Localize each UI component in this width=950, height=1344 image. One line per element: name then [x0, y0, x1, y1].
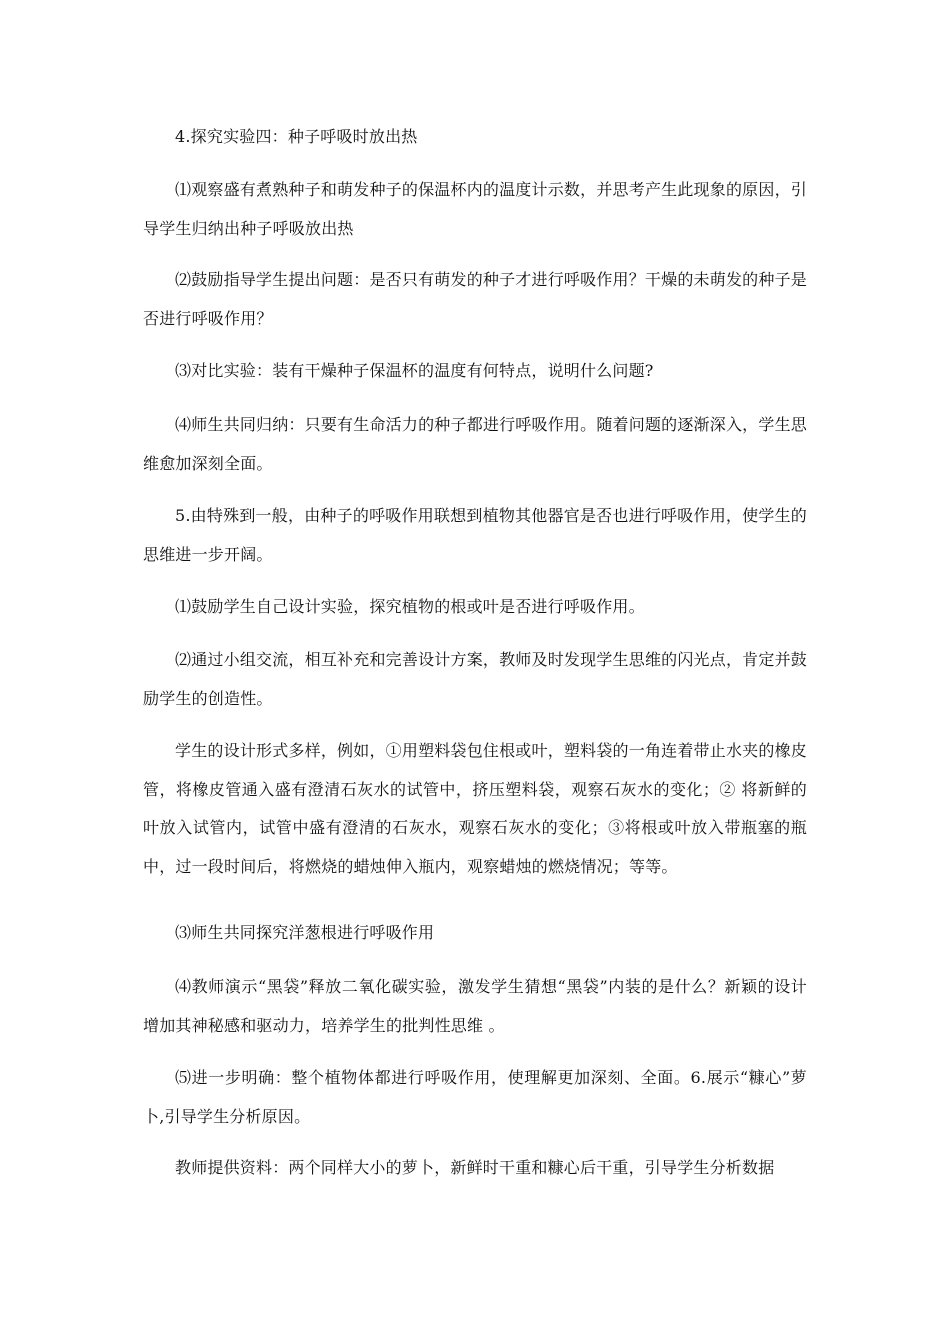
paragraph-onion-root: ⑶师生共同探究洋葱根进行呼吸作用	[175, 923, 435, 942]
paragraph-special-to-general: 5.由特殊到一般，由种子的呼吸作用联想到植物其他器官是否也进行呼吸作用，使学生的思维进一步开阔。	[143, 506, 807, 564]
paragraph-black-bag-demo: ⑷教师演示“黑袋”释放二氧化碳实验，激发学生猜想“黑袋”内装的是什么？新颖的设计增加其神秘感和驱动力，培养学生的批判性思维 。	[143, 977, 807, 1035]
paragraph-teacher-student-summary: ⑷师生共同归纳：只要有生命活力的种子都进行呼吸作用。随着问题的逐渐深入，学生思维愈加深刻全面。	[143, 415, 807, 473]
paragraph-student-designs: 学生的设计形式多样，例如，①用塑料袋包住根或叶，塑料袋的一角连着带止水夹的橡皮管，将橡皮管通入盛有澄清石灰水的试管中，挤压塑料袋，观察石灰水的变化；② 将新鲜的叶放入试管内，试管中盛有澄清的石灰水，观察石灰水的变化；③将根或叶放入带瓶塞的瓶中，过一段时间后，将燃烧的蜡烛伸入瓶内，观察蜡烛的燃烧情况；等等。	[143, 741, 807, 876]
paragraph-further-clarify: ⑸进一步明确：整个植物体都进行呼吸作用，使理解更加深刻、全面。6.展示“糠心”萝卜,引导学生分析原因。	[143, 1068, 807, 1126]
paragraph-comparison-experiment: ⑶对比实验：装有干燥种子保温杯的温度有何特点，说明什么问题?	[175, 361, 654, 380]
paragraph-observe-thermometer: ⑴观察盛有煮熟种子和萌发种子的保温杯内的温度计示数，并思考产生此现象的原因，引导学生归纳出种子呼吸放出热	[143, 180, 807, 238]
paragraph-teacher-materials: 教师提供资料：两个同样大小的萝卜，新鲜时干重和糠心后干重，引导学生分析数据	[175, 1158, 775, 1177]
paragraph-group-exchange: ⑵通过小组交流，相互补充和完善设计方案，教师及时发现学生思维的闪光点，肯定并鼓励学生的创造性。	[143, 650, 807, 708]
paragraph-design-experiment: ⑴鼓励学生自己设计实验，探究植物的根或叶是否进行呼吸作用。	[175, 597, 645, 616]
paragraph-ask-questions: ⑵鼓励指导学生提出问题：是否只有萌发的种子才进行呼吸作用？干燥的未萌发的种子是否进行呼吸作用？	[143, 270, 807, 328]
paragraph-experiment-4-heading: 4.探究实验四：种子呼吸时放出热	[175, 127, 418, 146]
